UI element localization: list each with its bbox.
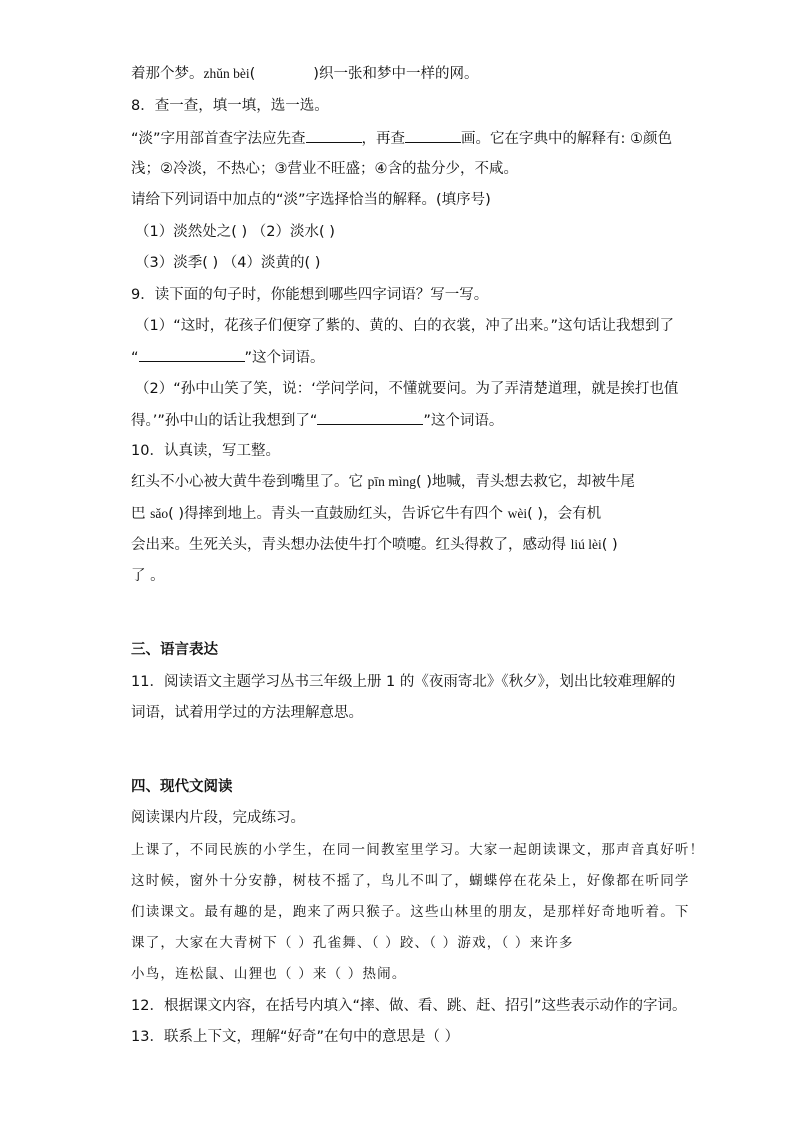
text: 得。’”孙中山的话让我想到了“ xyxy=(131,413,318,429)
pinyin: wèi xyxy=(507,506,528,521)
text: ”这个词语。 xyxy=(244,350,325,366)
passage-line-2: 这时候，窗外十分安静，树枝不摇了，鸟儿不叫了，蝴蝶停在花朵上，好像都在听同学 xyxy=(131,873,690,889)
line-pinyin-zhunbei xyxy=(131,64,478,84)
question-12: 12．根据课文内容，在括号内填入“摔、做、看、跳、赶、招引”这些表示动作的字词。 xyxy=(131,998,687,1014)
q9-2-line-2 xyxy=(131,410,503,431)
question-11-line-1: 11．阅读语文主题学习丛书三年级上册 1 的《夜雨寄北》《秋夕》，划出比较难理解的 xyxy=(131,674,676,690)
pinyin: sǎo xyxy=(150,506,169,521)
text: 着那个梦。 xyxy=(131,66,204,82)
text: ( )，会有机 xyxy=(527,506,602,522)
q9-1-line-1: （1）“这时，花孩子们便穿了紫的、黄的、白的衣裳，冲了出来。”这句话让我想到了 xyxy=(135,318,674,334)
text: ( ) xyxy=(601,537,618,553)
text: ( xyxy=(249,66,256,82)
text: “淡”字用部首查字法应先查 xyxy=(131,131,306,147)
passage-line-4: 课了，大家在大青树下（ ）孔雀舞、（ ）跤、（ ）游戏，（ ）来许多 xyxy=(131,935,574,951)
text: 红头不小心被大黄牛卷到嘴里了。它 xyxy=(131,474,368,490)
q10-line-1 xyxy=(131,472,635,492)
q8-line-2: 浅；②冷淡，不热心；③营业不旺盛；④含的盐分少，不咸。 xyxy=(131,161,518,177)
section-heading-4: 四、现代文阅读 xyxy=(131,779,233,795)
text: ”这个词语。 xyxy=(423,413,504,429)
q10-line-3 xyxy=(131,535,618,555)
pinyin: pīn mìng xyxy=(367,474,416,489)
reading-instruction: 阅读课内片段，完成练习。 xyxy=(131,810,305,826)
text: 巴 xyxy=(131,506,151,522)
passage-line-1: 上课了，不同民族的小学生，在同一间教室里学习。大家一起朗读课文，那声音真好听！ xyxy=(131,842,705,858)
text: )织一张和梦中一样的网。 xyxy=(313,66,479,82)
question-10: 10．认真读，写工整。 xyxy=(131,443,280,459)
q8-item-1-2: （1）淡然处之( ) （2）淡水( ) xyxy=(135,224,335,240)
answer-blank[interactable] xyxy=(317,410,423,425)
q8-line-3: 请给下列词语中加点的“淡”字选择恰当的解释。(填序号) xyxy=(131,192,491,208)
text: ( )地喊，青头想去救它，却被牛尾 xyxy=(416,474,635,490)
text: 会出来。生死关头，青头想办法使牛打个喷嚏。红头得救了，感动得 xyxy=(131,537,571,553)
text: “ xyxy=(131,350,139,366)
answer-blank[interactable] xyxy=(306,128,362,143)
answer-blank[interactable] xyxy=(405,128,461,143)
passage-line-3: 们读课文。最有趣的是，跑来了两只猴子。这些山林里的朋友，是那样好奇地听着。下 xyxy=(131,904,690,920)
question-13: 13．联系上下文，理解“好奇”在句中的意思是（ ） xyxy=(131,1029,460,1045)
q9-1-line-2 xyxy=(131,347,325,368)
q8-item-3-4: （3）淡季( ) （4）淡黄的( ) xyxy=(135,255,321,271)
pinyin: zhǔn bèi xyxy=(203,66,250,81)
answer-blank[interactable] xyxy=(139,347,245,362)
text: ，再查 xyxy=(361,131,406,147)
q10-line-2 xyxy=(131,504,601,524)
question-9: 9．读下面的句子时，你能想到哪些四字词语？写一写。 xyxy=(131,287,489,303)
question-8: 8．查一查，填一填，选一选。 xyxy=(131,98,329,114)
pinyin: liú lèi xyxy=(570,537,602,552)
text: 画。它在字典中的解释有: ①颜色 xyxy=(461,131,673,147)
text: ( )得摔到地上。青头一直鼓励红头，告诉它牛有四个 xyxy=(168,506,508,522)
section-heading-3: 三、语言表达 xyxy=(131,642,218,658)
q9-2-line-1: （2）“孙中山笑了笑，说：‘学问学问，不懂就要问。为了弄清楚道理，就是挨打也值 xyxy=(135,381,679,397)
passage-line-5: 小鸟，连松鼠、山狸也（ ）来（ ）热闹。 xyxy=(131,966,407,982)
q10-line-4: 了 。 xyxy=(131,568,165,584)
question-11-line-2: 词语，试着用学过的方法理解意思。 xyxy=(131,705,363,721)
q8-line-1 xyxy=(131,128,672,149)
